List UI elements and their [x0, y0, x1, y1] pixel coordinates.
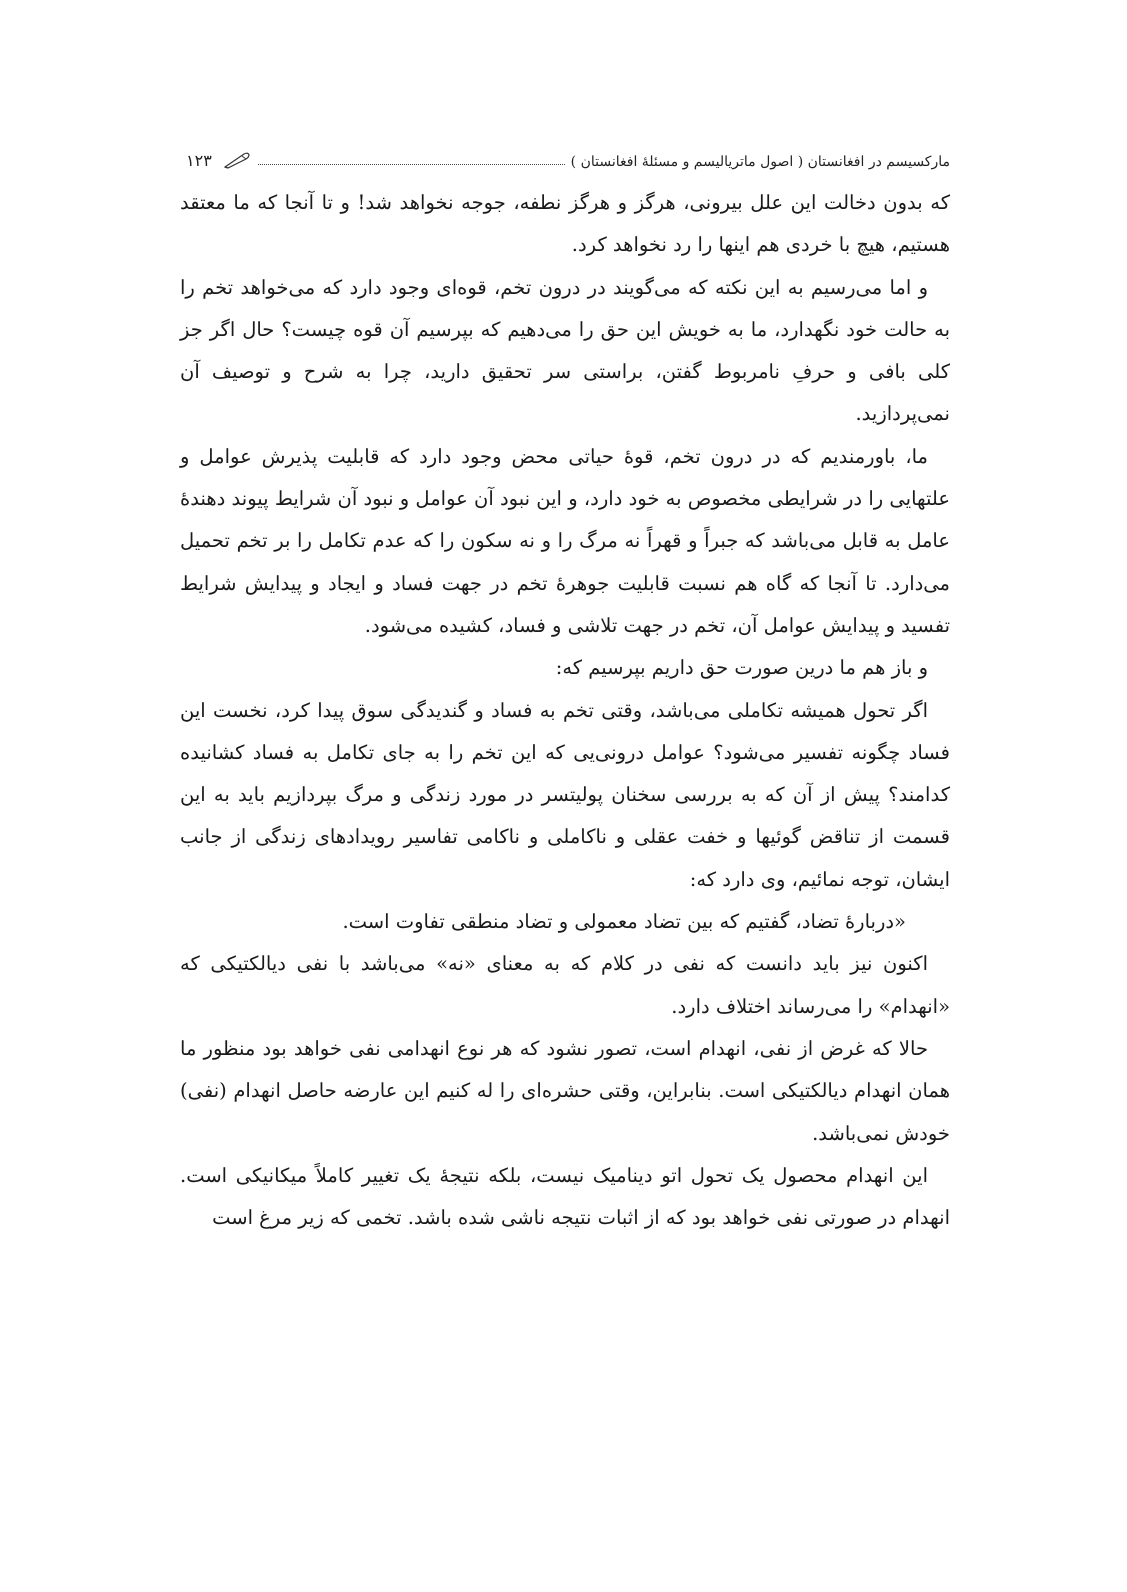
- paragraph: که بدون دخالت این علل بیرونی، هرگز و هرگز نطفه، جوجه نخواهد شد! و تا آنجا که ما معتقد هستیم، هیچ با خردی هم اینها را رد نخواهد کرد.: [180, 191, 950, 257]
- body-text: [180, 182, 950, 1239]
- paragraph: ما، باورمندیم که در درون تخم، قوهٔ حیاتی محض وجود دارد که قابلیت پذیرش عوامل و علتهایی را در شرایطی مخصوص به خود دارد، و این نبود آن عوامل و نبود آن شرایط پیوند دهندهٔ عامل به قابل می‌باشد که جبراً و قهراً نه مرگ را و نه سکون را که عدم تکامل را بر تخم تحمیل می‌دارد. تا آنجا که گاه هم نسبت قابلیت جوهرهٔ تخم در جهت فساد و ایجاد و پیدایش شرایط تفسید و پیدایش عوامل آن، تخم در جهت تلاشی و فساد، کشیده می‌شود.: [180, 444, 950, 637]
- paragraph: و اما می‌رسیم به این نکته که می‌گویند در درون تخم، قوه‌ای وجود دارد که می‌خواهد تخم را به حالت خود نگهدارد، ما به خویش این حق را می‌دهیم که بپرسیم آن قوه چیست؟ حال اگر جز کلی بافی و حرفِ نامربوط گفتن، براستی سر تحقیق دارید، چرا به شرح و توصیف آن نمی‌پردازید.: [180, 275, 950, 426]
- quote-paragraph: اکنون نیز باید دانست که نفی در کلام که به معنای «نه» می‌باشد با نفی دیالکتیکی که «انهدام» را می‌رساند اختلاف دارد.: [180, 952, 950, 1018]
- running-header: [180, 140, 950, 170]
- paragraph: و باز هم ما درین صورت حق داریم بپرسیم که:: [555, 656, 928, 680]
- paragraph: اگر تحول همیشه تکاملی می‌باشد، وقتی تخم به فساد و گندیدگی سوق پیدا کرد، نخست این فساد چگونه تفسیر می‌شود؟ عوامل درونی‌یی که این تخم را به جای تکامل به فساد کشانیده کدامند؟ پیش از آن که به بررسی سخنان پولیتسر در مورد زندگی و مرگ بپردازیم باید به این قسمت از تناقض گوئیها و خفت عقلی و ناکاملی و ناکامی تفاسیر رویدادهای زندگی از جانب ایشان، توجه نمائیم، وی دارد که:: [180, 698, 950, 891]
- quote-paragraph: این انهدام محصول یک تحول اتو دینامیک نیست، بلکه نتیجهٔ یک تغییر کاملاً میکانیکی است. انهدام در صورتی نفی خواهد بود که از اثبات نتیجه ناشی شده باشد. تخمی که زیر مرغ است: [180, 1163, 950, 1230]
- running-header-title: مارکسیسم در افغانستان ( اصول ماتریالیسم و مسئلهٔ افغانستان ): [570, 154, 950, 170]
- quote-paragraph: حالا که غرض از نفی، انهدام است، تصور نشود که هر نوع انهدامی نفی خواهد بود منظور ما همان انهدام دیالکتیکی است. بنابراین، وقتی حشره‌ای را له کنیم این عارضه حاصل انهدام (نفی) خودش نمی‌باشد.: [180, 1036, 950, 1145]
- quote-paragraph: «دربارهٔ تضاد، گفتیم که بین تضاد معمولی و تضاد منطقی تفاوت است.: [342, 910, 906, 934]
- dotted-leader: [258, 163, 565, 165]
- pen-icon: [222, 150, 252, 170]
- page-number: ۱۲۳: [186, 151, 212, 170]
